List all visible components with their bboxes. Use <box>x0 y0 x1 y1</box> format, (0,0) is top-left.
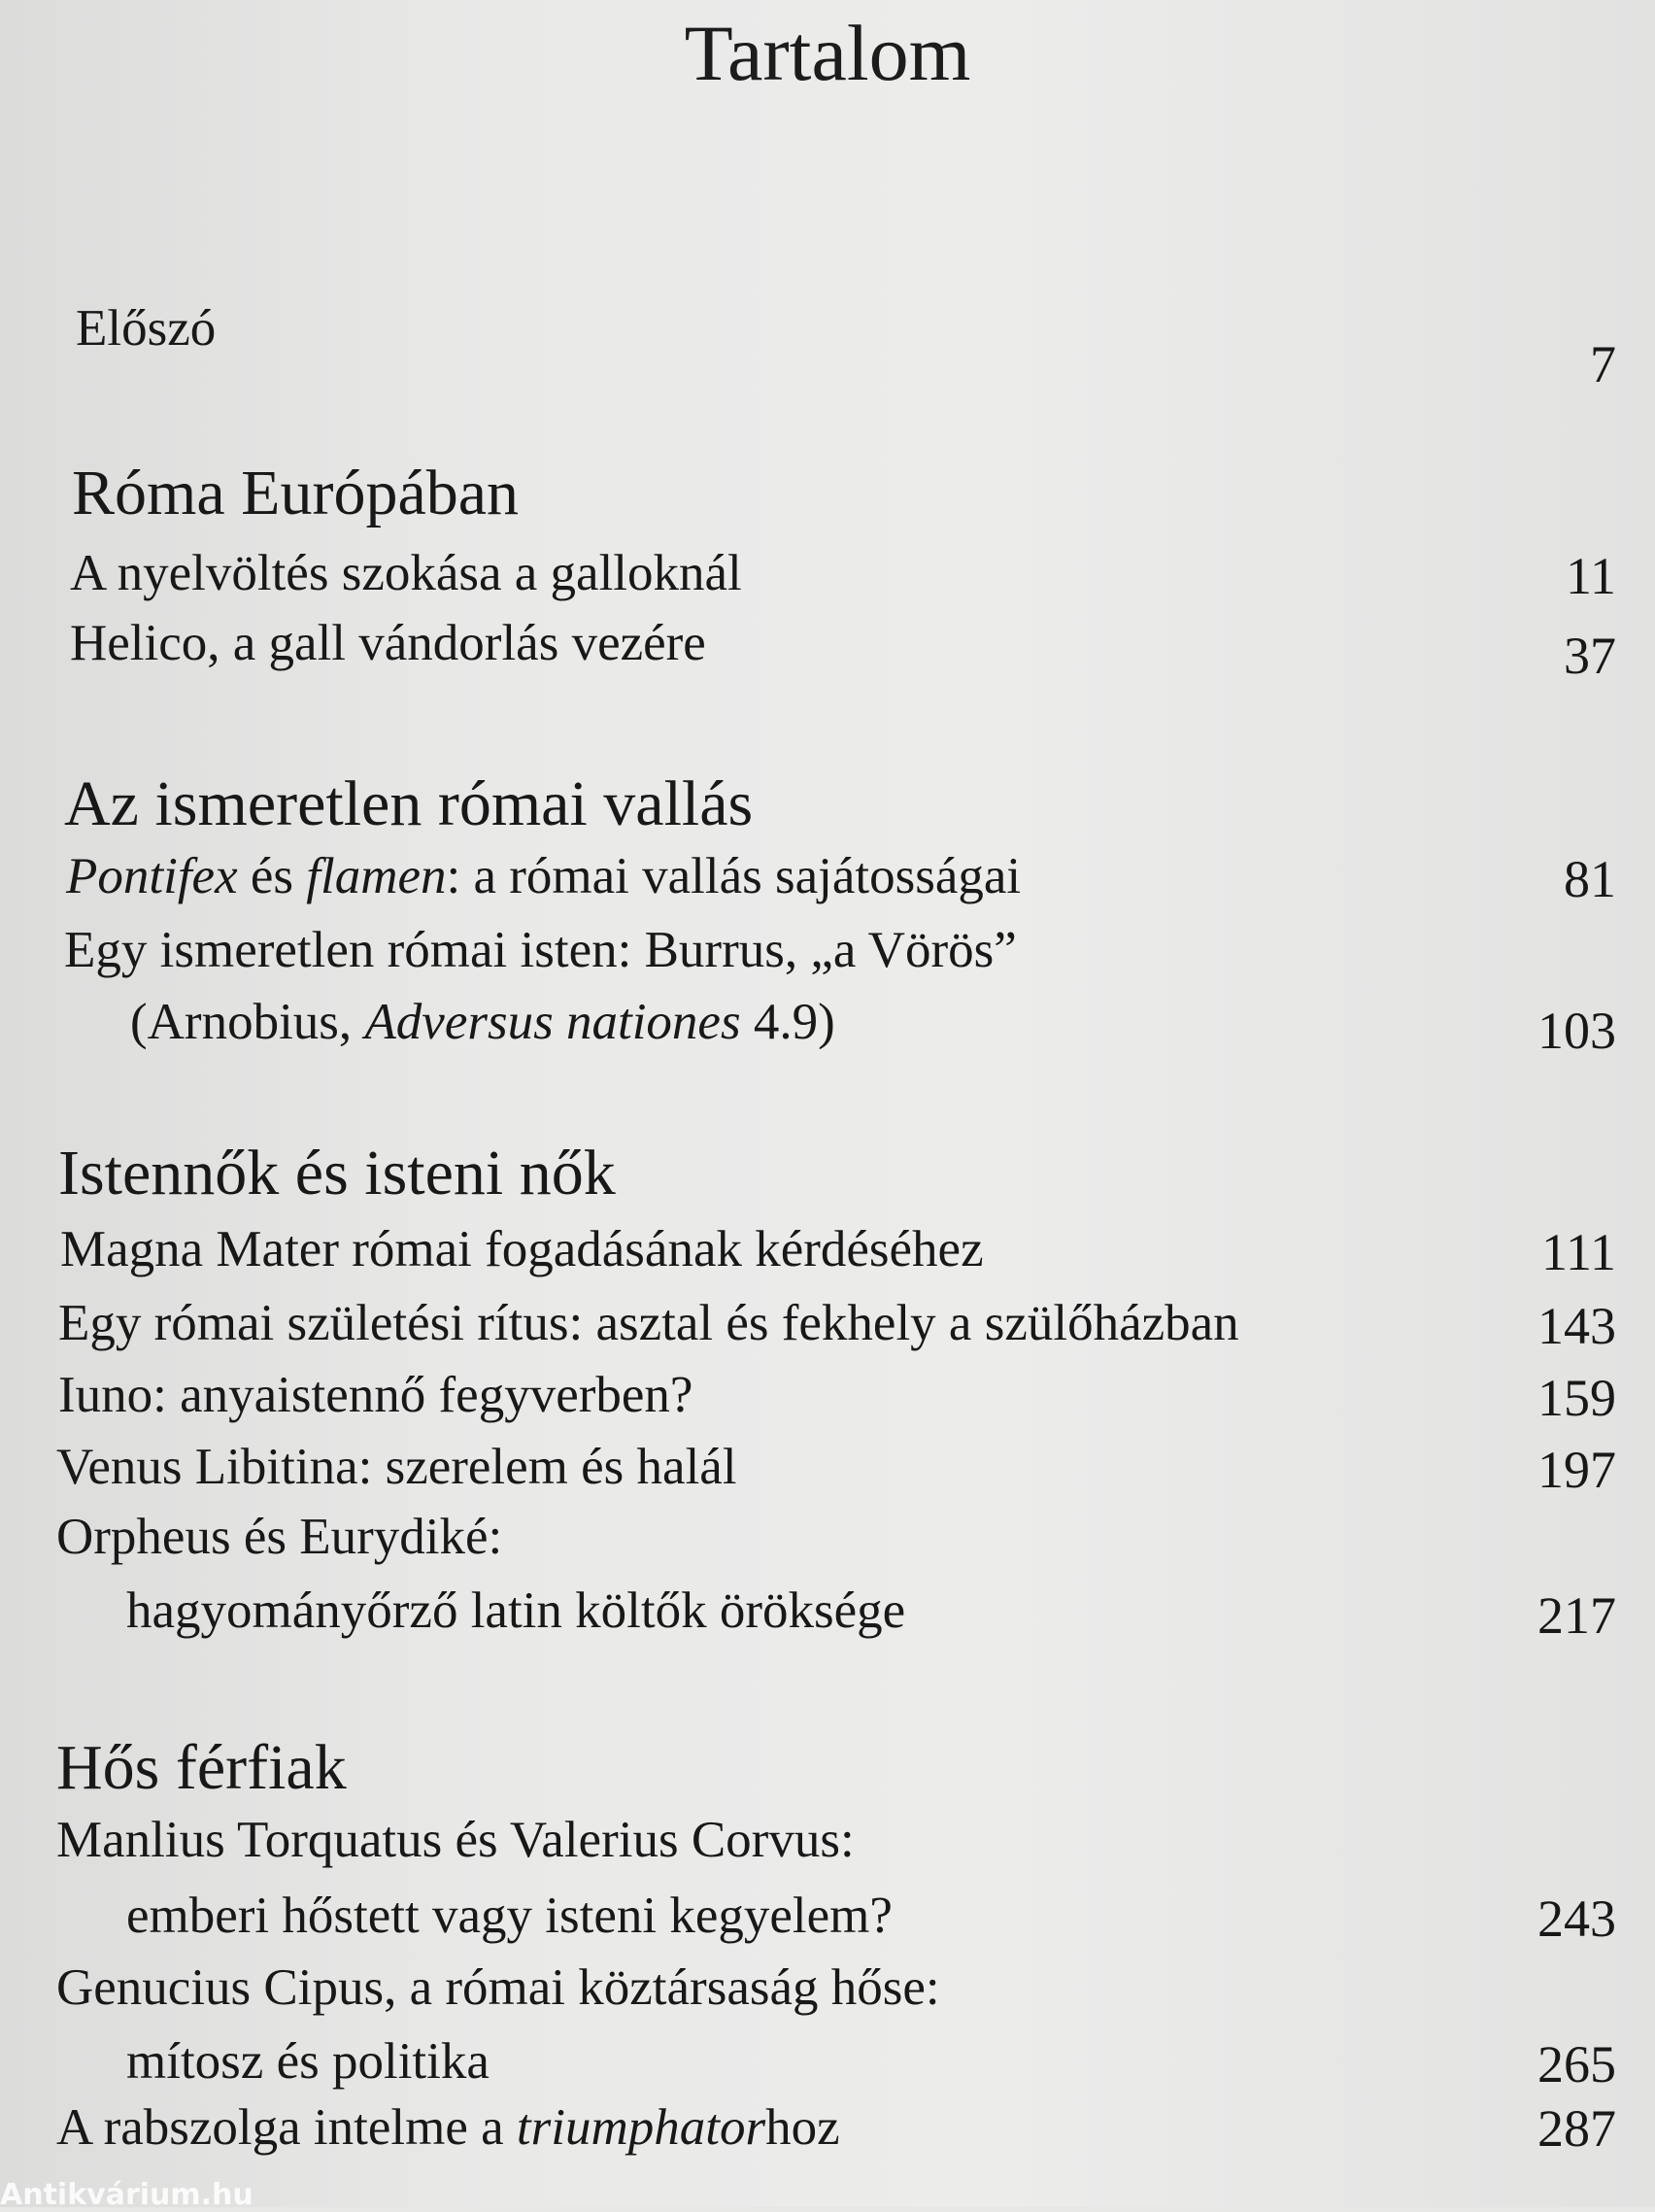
text-fragment: és <box>237 848 307 904</box>
text-fragment: : a római vallás sajátosságai <box>446 848 1022 904</box>
toc-page-number: 103 <box>1537 1002 1616 1060</box>
toc-entry-label <box>56 2098 840 2157</box>
toc-row[interactable] <box>0 847 1655 915</box>
toc-row[interactable] <box>0 1811 1655 1957</box>
toc-page-number: 81 <box>1564 850 1616 908</box>
toc-entry-label: Venus Libitina: szerelem és halál <box>56 1439 737 1495</box>
italic-term: Adversus nationes <box>364 994 741 1050</box>
toc-page-number: 265 <box>1537 2035 1616 2093</box>
toc-entry-label: Genucius Cipus, a római köztársaság hőse: <box>56 1959 940 2016</box>
toc-page-number: 111 <box>1541 1223 1616 1281</box>
toc-page-number: 7 <box>1590 335 1616 393</box>
toc-page-number: 37 <box>1564 627 1616 685</box>
toc-row[interactable] <box>0 1366 1655 1434</box>
toc-entry-continuation: mítosz és politika <box>126 2033 490 2090</box>
toc-entry-label: Magna Mater római fogadásának kérdéséhez <box>60 1221 984 1277</box>
section-title: Hős férfiak <box>56 1732 347 1803</box>
italic-term: triumphator <box>516 2099 766 2156</box>
toc-row[interactable] <box>0 544 1655 612</box>
toc-row[interactable] <box>0 1958 1655 2104</box>
toc-row[interactable] <box>0 921 1655 1060</box>
toc-page-number: 159 <box>1537 1369 1616 1427</box>
toc-row[interactable] <box>0 1508 1655 1653</box>
toc-entry-continuation <box>130 993 835 1051</box>
toc-row[interactable] <box>0 1438 1655 1506</box>
watermark: Antikvárium.hu <box>0 2178 253 2212</box>
section-title: Róma Európában <box>72 458 520 528</box>
text-fragment: hoz <box>765 2099 840 2156</box>
toc-entry-continuation: hagyományőrző latin költők öröksége <box>126 1582 906 1639</box>
toc-entry-label: Egy római születési rítus: asztal és fekhely a szülőházban <box>58 1295 1239 1351</box>
toc-row[interactable] <box>0 1294 1655 1362</box>
toc-row-preface[interactable] <box>0 299 1655 393</box>
toc-entry-label <box>66 847 1021 905</box>
section-title: Az ismeretlen római vallás <box>64 768 754 839</box>
toc-page-number: 287 <box>1537 2099 1616 2158</box>
text-fragment: A rabszolga intelme a <box>56 2099 517 2156</box>
toc-page-number: 11 <box>1566 547 1616 605</box>
italic-term: Pontifex <box>66 848 238 904</box>
toc-page-number: 243 <box>1537 1889 1616 1948</box>
toc-entry-label: Előszó <box>76 300 217 357</box>
toc-entry-label: Manlius Torquatus és Valerius Corvus: <box>56 1812 855 1868</box>
toc-page-number: 197 <box>1537 1441 1616 1499</box>
toc-page-number: 143 <box>1537 1297 1616 1355</box>
text-fragment: 4.9) <box>740 994 835 1050</box>
toc-row[interactable] <box>0 614 1655 685</box>
section-title: Istennők és isteni nők <box>58 1138 616 1208</box>
toc-entry-label: A nyelvöltés szokása a galloknál <box>70 545 742 601</box>
toc-row[interactable] <box>0 2098 1655 2166</box>
italic-term: flamen <box>306 848 447 904</box>
page-title: Tartalom <box>684 9 971 97</box>
toc-entry-label: Egy ismeretlen római isten: Burrus, „a Vörös” <box>64 922 1017 978</box>
toc-entry-label: Orpheus és Eurydiké: <box>56 1509 503 1565</box>
toc-entry-label: Helico, a gall vándorlás vezére <box>70 615 706 671</box>
toc-entry-label: Iuno: anyaistennő fegyverben? <box>58 1367 693 1423</box>
toc-page-number: 217 <box>1537 1586 1616 1645</box>
text-fragment: (Arnobius, <box>130 994 365 1050</box>
toc-entry-continuation: emberi hőstett vagy isteni kegyelem? <box>126 1888 893 1944</box>
toc-row[interactable] <box>0 1220 1655 1288</box>
